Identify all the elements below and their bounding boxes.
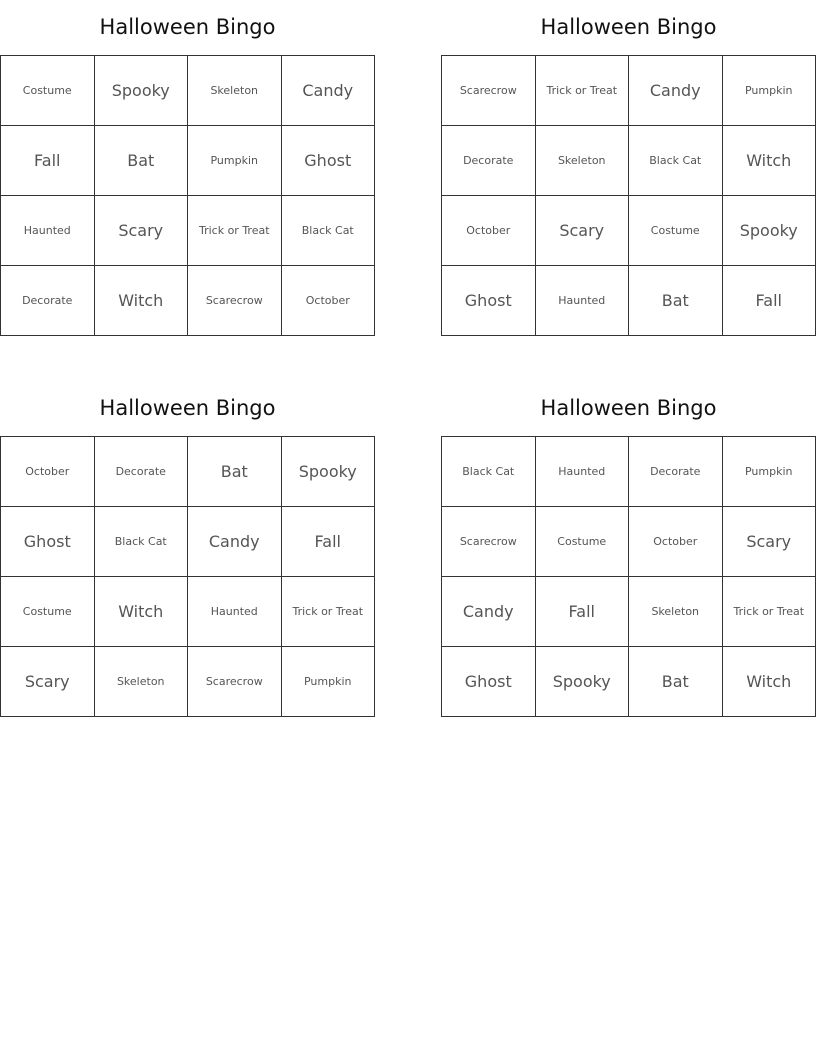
bingo-cell: Haunted [536, 437, 630, 507]
bingo-cell: Witch [95, 266, 189, 336]
bingo-card-4 [441, 381, 816, 717]
bingo-cell: Black Cat [629, 126, 723, 196]
bingo-cell: Fall [536, 577, 630, 647]
bingo-cell: Pumpkin [723, 437, 816, 507]
card-title: Halloween Bingo [540, 396, 717, 420]
bingo-cell: Costume [536, 507, 630, 577]
bingo-cell: October [282, 266, 376, 336]
bingo-cell: Haunted [536, 266, 630, 336]
bingo-cell: Bat [629, 266, 723, 336]
bingo-cell: Trick or Treat [282, 577, 376, 647]
bingo-cell: Ghost [282, 126, 376, 196]
bingo-grid [0, 55, 375, 336]
bingo-cell: October [629, 507, 723, 577]
bingo-cell: Costume [1, 56, 95, 126]
bingo-cell: Bat [188, 437, 282, 507]
bingo-cell: Skeleton [188, 56, 282, 126]
bingo-cell: Decorate [95, 437, 189, 507]
bingo-cell: Candy [442, 577, 536, 647]
bingo-cell: Scary [95, 196, 189, 266]
bingo-cell: Scary [723, 507, 816, 577]
bingo-cell: Scarecrow [188, 266, 282, 336]
bingo-cell: Costume [629, 196, 723, 266]
bingo-cell: Black Cat [442, 437, 536, 507]
card-title: Halloween Bingo [99, 15, 276, 39]
bingo-cell: Pumpkin [723, 56, 816, 126]
bingo-cell: Costume [1, 577, 95, 647]
bingo-cell: Fall [282, 507, 376, 577]
bingo-cell: Candy [629, 56, 723, 126]
bingo-cell: Candy [188, 507, 282, 577]
bingo-cell: Scary [536, 196, 630, 266]
bingo-cell: Scarecrow [188, 647, 282, 717]
bingo-cell: Black Cat [95, 507, 189, 577]
bingo-cell: Haunted [1, 196, 95, 266]
bingo-cell: Scarecrow [442, 507, 536, 577]
bingo-cell: Ghost [442, 266, 536, 336]
bingo-cell: Skeleton [629, 577, 723, 647]
bingo-cell: Witch [95, 577, 189, 647]
bingo-cell: Trick or Treat [536, 56, 630, 126]
bingo-cell: Witch [723, 647, 816, 717]
bingo-cell: Trick or Treat [188, 196, 282, 266]
bingo-cell: Spooky [95, 56, 189, 126]
bingo-cell: Witch [723, 126, 816, 196]
bingo-cell: Scary [1, 647, 95, 717]
bingo-cell: Scarecrow [442, 56, 536, 126]
bingo-cell: Bat [629, 647, 723, 717]
bingo-cell: Fall [1, 126, 95, 196]
bingo-cell: Decorate [442, 126, 536, 196]
bingo-cell: Spooky [282, 437, 376, 507]
bingo-card-1 [0, 0, 375, 336]
bingo-cell: Ghost [442, 647, 536, 717]
bingo-grid [0, 436, 375, 717]
bingo-cell: Ghost [1, 507, 95, 577]
bingo-cell: Pumpkin [188, 126, 282, 196]
bingo-cell: Pumpkin [282, 647, 376, 717]
bingo-cell: Spooky [723, 196, 816, 266]
bingo-cell: Decorate [629, 437, 723, 507]
bingo-grid [441, 55, 816, 336]
bingo-cell: Decorate [1, 266, 95, 336]
card-title: Halloween Bingo [99, 396, 276, 420]
bingo-cell: Candy [282, 56, 376, 126]
bingo-cell: Skeleton [536, 126, 630, 196]
bingo-card-2 [441, 0, 816, 336]
bingo-cell: Black Cat [282, 196, 376, 266]
bingo-cell: October [442, 196, 536, 266]
bingo-cell: Fall [723, 266, 816, 336]
bingo-card-3 [0, 381, 375, 717]
bingo-grid [441, 436, 816, 717]
bingo-cell: Skeleton [95, 647, 189, 717]
bingo-cell: Trick or Treat [723, 577, 816, 647]
bingo-cell: Spooky [536, 647, 630, 717]
bingo-cell: Bat [95, 126, 189, 196]
bingo-cell: October [1, 437, 95, 507]
card-title: Halloween Bingo [540, 15, 717, 39]
bingo-cell: Haunted [188, 577, 282, 647]
